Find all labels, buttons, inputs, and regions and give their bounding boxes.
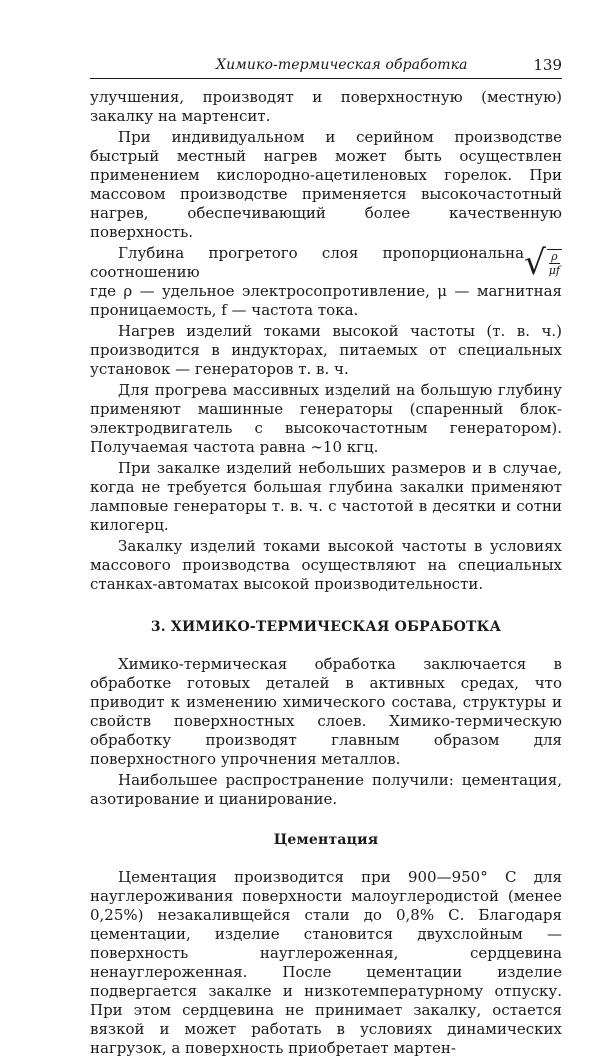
- paragraph: улучшения, производят и поверхностную (местную) закалку на мартенсит.: [90, 88, 562, 125]
- page-number: 139: [533, 56, 562, 74]
- radical-sign-icon: √: [524, 243, 546, 283]
- paragraph: Наибольшее распространение получили: цементация, азотирование и цианирование.: [90, 771, 562, 808]
- formula-denominator: μf: [548, 264, 560, 277]
- section-heading: 3. ХИМИКО-ТЕРМИЧЕСКАЯ ОБРАБОТКА: [150, 619, 502, 635]
- paragraph: Химико-термическая обработка заключается в обработке готовых деталей в активных средах, что приводит к изменению химического состава, структуры и свойств поверхностных слоев. Химико-термическую обработку производят главным образом для поверхностного упрочнения металлов.: [90, 655, 562, 768]
- paragraph: Для прогрева массивных изделий на большую глубину применяют машинные генераторы (спаренный блок-электродвигатель с высокочастотным генератором). Получаемая частота равна ∼10 кгц.: [90, 381, 562, 456]
- paragraph: Закалку изделий токами высокой частоты в условиях массового производства осуществляют на специальных станках-автоматах высокой производительности.: [90, 537, 562, 593]
- paragraph: Цементация производится при 900—950° С для науглероживания поверхности малоуглеродистой (менее 0,25%) незакаливщейся стали до 0,8% С. Благодаря цементации, изделие становится двухслойным — поверхность науглероженная, сердцевина ненауглероженная. После цементации изделие подвергается закалке и низкотемпературному отпуску. При этом сердцевина не принимает закалку, остается вязкой и может работать в условиях динамических нагрузок, а поверхность приобретает мартен-: [90, 868, 562, 1057]
- paragraph: При индивидуальном и серийном производстве быстрый местный нагрев может быть осуществлен применением кислородно-ацетиленовых горелок. При массовом производстве применяется высокочастотный нагрев, обеспечивающий более качественную поверхность.: [90, 128, 562, 241]
- running-header-title: Химико-термическая обработка: [216, 57, 468, 73]
- paragraph: При закалке изделий небольших размеров и в случае, когда не требуется большая глубина закалки применяют ламповые генераторы т. в. ч. с частотой в десятки и сотни килогерц.: [90, 459, 562, 534]
- page-body: [90, 88, 562, 1058]
- paragraph: Нагрев изделий токами высокой частоты (т. в. ч.) производится в индукторах, питаемых от специальных установок — генераторов т. в. ч.: [90, 322, 562, 378]
- formula-lead-text: Глубина прогретого слоя пропорциональна соотношению: [90, 244, 525, 281]
- running-header: [90, 56, 562, 79]
- square-root-formula: [524, 243, 562, 284]
- formula-fraction: [547, 249, 562, 277]
- formula-explanation: где ρ — удельное электросопротивление, μ — магнитная проницаемость, f — частота тока.: [90, 282, 562, 319]
- formula-paragraph: [90, 244, 562, 282]
- formula-numerator: ρ: [551, 250, 558, 263]
- subsection-heading: Цементация: [273, 832, 379, 848]
